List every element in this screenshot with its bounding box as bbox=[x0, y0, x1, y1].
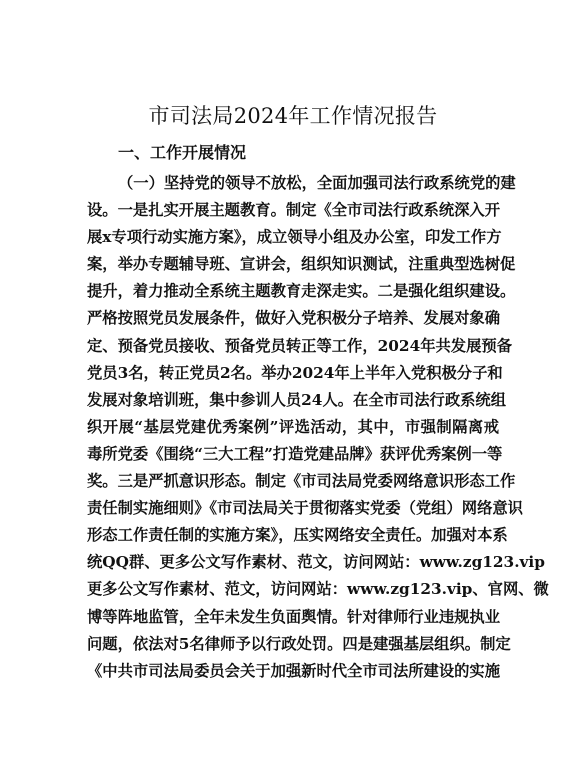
body-line: 《中共市司法局委员会关于加强新时代全市司法所建设的实施 bbox=[87, 661, 501, 680]
body-line: 形态工作责任制的实施方案》，压实网络安全责任。加强对本系 bbox=[87, 526, 508, 545]
body-line: 毒所党委《围绕“三大工程”打造党建品牌》获评优秀案例一等 bbox=[87, 444, 503, 463]
body-line: 严格按照党员发展条件，做好入党积极分子培养、发展对象确 bbox=[87, 309, 501, 328]
body-line: 统QQ群、更多公文写作素材、范文，访问网站：www.zg123.vip bbox=[87, 553, 545, 572]
document-title: 市司法局2024年工作情况报告 bbox=[148, 104, 438, 128]
body-line: 更多公文写作素材、范文，访问网站：www.zg123.vip、官网、微 bbox=[87, 580, 549, 599]
body-line: 提升，着力推动全系统主题教育走深走实。二是强化组织建设。 bbox=[87, 282, 516, 301]
body-line: 问题，依法对5名律师予以行政处罚。四是建强基层组织。制定 bbox=[87, 634, 511, 653]
body-line: 奖。三是严抓意识形态。制定《市司法局党委网络意识形态工作 bbox=[87, 472, 516, 491]
body-line: 设。一是扎实开展主题教育。制定《全市司法行政系统深入开 bbox=[87, 201, 501, 220]
body-line: 定、预备党员接收、预备党员转正等工作，2024年共发展预备 bbox=[87, 336, 512, 355]
body-line: 展x专项行动实施方案》，成立领导小组及办公室，印发工作方 bbox=[87, 228, 502, 247]
body-line: 发展对象培训班，集中参训人员24人。在全市司法行政系统组 bbox=[87, 390, 507, 409]
body-line: 责任制实施细则》《市司法局关于贯彻落实党委（党组）网络意识 bbox=[87, 499, 523, 518]
body-line: 织开展“基层党建优秀案例”评选活动，其中，市强制隔离戒 bbox=[87, 417, 499, 436]
body-line: 案，举办专题辅导班、宣讲会，组织知识测试，注重典型选树促 bbox=[87, 255, 516, 274]
body-text bbox=[87, 170, 549, 685]
body-line: 党员3名，转正党员2名。举办2024年上半年入党积极分子和 bbox=[87, 363, 503, 382]
body-line: （一）坚持党的领导不放松，全面加强司法行政系统党的建 bbox=[118, 174, 516, 192]
section-heading: 一、工作开展情况 bbox=[118, 143, 247, 162]
body-line: 博等阵地监管，全年未发生负面舆情。针对律师行业违规执业 bbox=[87, 607, 501, 626]
